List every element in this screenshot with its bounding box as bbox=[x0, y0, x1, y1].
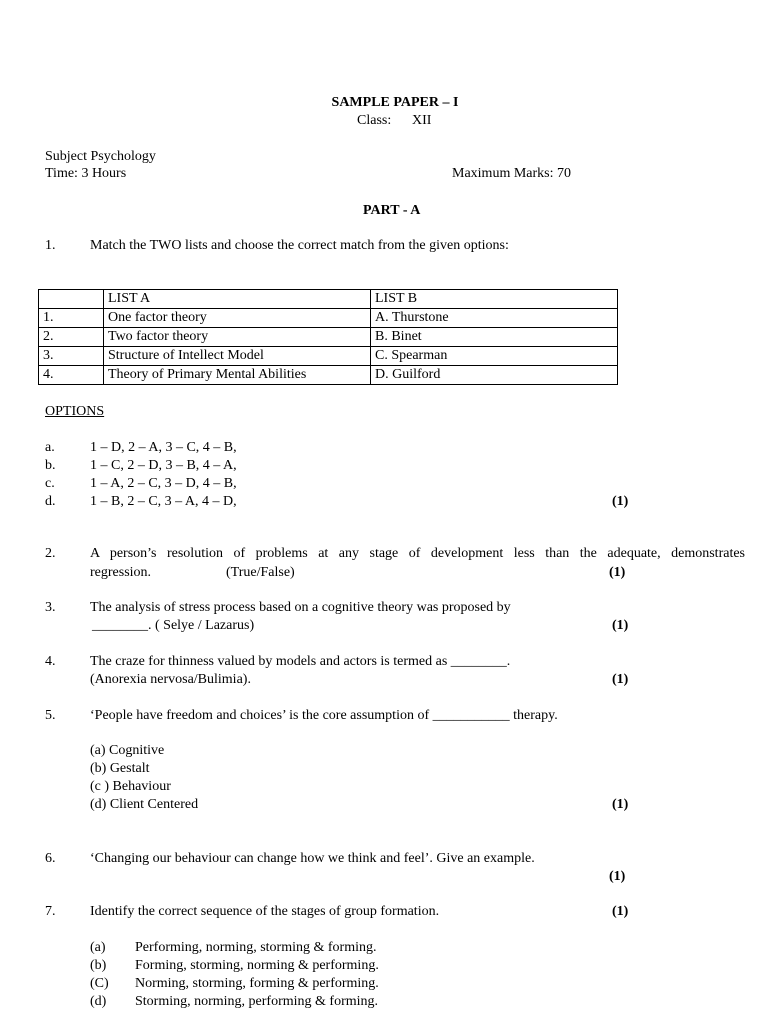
q2-choice: (True/False) bbox=[226, 565, 295, 580]
q7-option-label: (d) bbox=[90, 994, 107, 1009]
q7-option-text: Norming, storming, forming & performing. bbox=[135, 976, 379, 991]
table-cell: Two factor theory bbox=[104, 328, 371, 347]
q2-marks: (1) bbox=[609, 565, 626, 580]
q7-number: 7. bbox=[45, 904, 56, 919]
option-text: 1 – A, 2 – C, 3 – D, 4 – B, bbox=[90, 476, 237, 491]
q1-marks: (1) bbox=[612, 494, 629, 509]
match-table bbox=[38, 289, 618, 385]
q7-marks: (1) bbox=[612, 904, 629, 919]
option-label: d. bbox=[45, 494, 56, 509]
q6-marks: (1) bbox=[609, 869, 626, 884]
part-heading: PART - A bbox=[363, 203, 421, 218]
class-value: XII bbox=[412, 113, 432, 128]
q7-option-text: Performing, norming, storming & forming. bbox=[135, 940, 377, 955]
subject-line: Subject Psychology bbox=[45, 149, 156, 164]
q3-line1: The analysis of stress process based on a cognitive theory was proposed by bbox=[90, 600, 511, 615]
q3-line2: ________. ( Selye / Lazarus) bbox=[92, 618, 255, 633]
time-line: Time: 3 Hours bbox=[45, 166, 127, 181]
q5-option: (c ) Behaviour bbox=[90, 779, 171, 794]
table-cell: A. Thurstone bbox=[371, 309, 618, 328]
q4-line1: The craze for thinness valued by models and actors is termed as ________. bbox=[90, 654, 511, 669]
q5-number: 5. bbox=[45, 708, 56, 723]
table-cell: Theory of Primary Mental Abilities bbox=[104, 366, 371, 385]
table-cell bbox=[39, 290, 104, 309]
q7-text: Identify the correct sequence of the stages of group formation. bbox=[90, 904, 440, 919]
option-text: 1 – B, 2 – C, 3 – A, 4 – D, bbox=[90, 494, 237, 509]
max-marks: Maximum Marks: 70 bbox=[452, 166, 571, 181]
q7-option-text: Forming, storming, norming & performing. bbox=[135, 958, 379, 973]
table-cell: LIST B bbox=[371, 290, 618, 309]
option-label: b. bbox=[45, 458, 56, 473]
class-label: Class: bbox=[357, 113, 392, 128]
table-row bbox=[39, 328, 618, 347]
q3-number: 3. bbox=[45, 600, 56, 615]
table-cell: D. Guilford bbox=[371, 366, 618, 385]
options-heading: OPTIONS bbox=[45, 404, 105, 419]
q3-marks: (1) bbox=[612, 618, 629, 633]
q1-text: Match the TWO lists and choose the correct match from the given options: bbox=[90, 238, 509, 253]
q7-option-text: Storming, norming, performing & forming. bbox=[135, 994, 379, 1009]
q5-option: (b) Gestalt bbox=[90, 761, 150, 776]
q5-option: (a) Cognitive bbox=[90, 743, 165, 758]
q5-option: (d) Client Centered bbox=[90, 797, 199, 812]
table-cell: Structure of Intellect Model bbox=[104, 347, 371, 366]
table-cell: C. Spearman bbox=[371, 347, 618, 366]
q2-line1: A person’s resolution of problems at any stage of development less than the adequate, demonstrates bbox=[90, 546, 745, 561]
paper-title: SAMPLE PAPER – I bbox=[331, 95, 459, 110]
table-row bbox=[39, 347, 618, 366]
table-header-row bbox=[39, 290, 618, 309]
q7-option-label: (b) bbox=[90, 958, 107, 973]
table-cell: 3. bbox=[39, 347, 104, 366]
option-text: 1 – C, 2 – D, 3 – B, 4 – A, bbox=[90, 458, 237, 473]
q7-option-label: (C) bbox=[90, 976, 109, 991]
q4-line2: (Anorexia nervosa/Bulimia). bbox=[90, 672, 251, 687]
q7-option-label: (a) bbox=[90, 940, 106, 955]
table-row bbox=[39, 309, 618, 328]
table-cell: 2. bbox=[39, 328, 104, 347]
table-cell: 4. bbox=[39, 366, 104, 385]
q4-marks: (1) bbox=[612, 672, 629, 687]
table-cell: B. Binet bbox=[371, 328, 618, 347]
option-text: 1 – D, 2 – A, 3 – C, 4 – B, bbox=[90, 440, 237, 455]
q6-number: 6. bbox=[45, 851, 56, 866]
q2-line2: regression. bbox=[90, 565, 152, 580]
q6-text: ‘Changing our behaviour can change how we think and feel’. Give an example. bbox=[90, 851, 535, 866]
option-label: c. bbox=[45, 476, 55, 491]
table-cell: LIST A bbox=[104, 290, 371, 309]
q4-number: 4. bbox=[45, 654, 56, 669]
q5-text: ‘People have freedom and choices’ is the core assumption of ___________ therapy. bbox=[90, 708, 558, 723]
q5-marks: (1) bbox=[612, 797, 629, 812]
table-row bbox=[39, 366, 618, 385]
q1-number: 1. bbox=[45, 238, 56, 253]
q2-number: 2. bbox=[45, 546, 56, 561]
option-label: a. bbox=[45, 440, 55, 455]
table-cell: One factor theory bbox=[104, 309, 371, 328]
table-cell: 1. bbox=[39, 309, 104, 328]
